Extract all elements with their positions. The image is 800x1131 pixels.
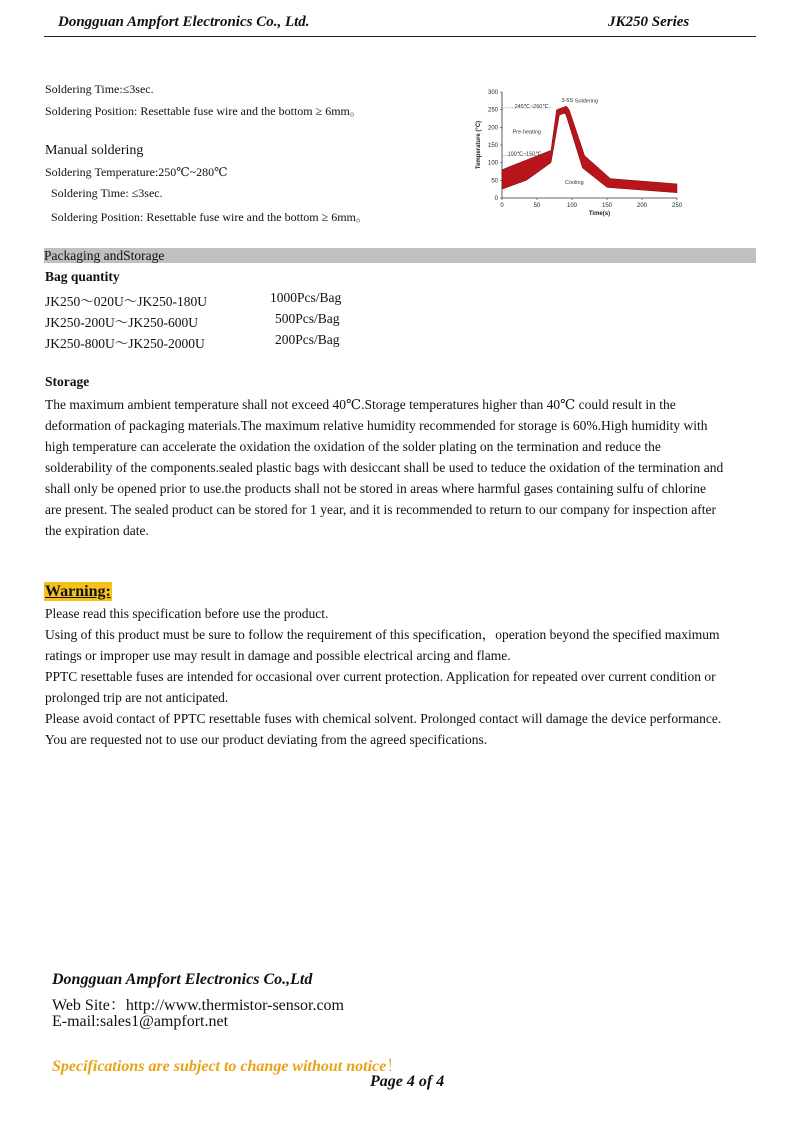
y-tick-label: 300 [487, 90, 498, 96]
storage-line: are present. The sealed product can be stored for 1 year, and it is recommended to return to our company for inspection after [45, 502, 716, 517]
profile-band [502, 103, 677, 193]
warning-line: prolonged trip are not anticipated. [45, 690, 229, 705]
x-tick-label: 0 [500, 203, 504, 209]
chart-annotation: 245℃~260℃ [514, 103, 549, 110]
bag-row-model: JK250～020U～JK250-180U [45, 294, 207, 309]
bag-row-model: JK250-200U～JK250-600U [45, 315, 198, 330]
soldering-profile-chart [470, 84, 690, 224]
footer-website: Web Site：http://www.thermistor-sensor.com [52, 997, 344, 1014]
manual-soldering-temp: Soldering Temperature:250℃~280℃ [45, 165, 228, 179]
storage-paragraph [45, 394, 757, 541]
storage-line: solderability of the components.sealed plastic bags with desiccant shall be used to teduce the oxidation of the termination and [45, 460, 724, 475]
y-tick-label: 250 [487, 107, 498, 114]
warning-line: PPTC resettable fuses are intended for occasional over current protection. Application for repeated over current condition or [45, 669, 716, 684]
chart-annotation: 100℃~150℃ [507, 151, 542, 158]
warning-paragraph [45, 603, 757, 750]
chart-annotation: Cooling [565, 179, 584, 186]
header-series: JK250 Series [608, 14, 690, 30]
page-number: Page 4 of 4 [370, 1073, 445, 1090]
header-company: Dongguan Ampfort Electronics Co., Ltd. [58, 14, 310, 30]
storage-line: the expiration date. [45, 523, 149, 538]
storage-title: Storage [45, 374, 90, 389]
storage-line: shall only be opened prior to use.the products shall not be stored in areas where harmful gases containing sulfu of chlorine [45, 481, 706, 496]
storage-line: The maximum ambient temperature shall not exceed 40℃.Storage temperatures higher than 40℃ could result in the [45, 397, 676, 412]
chart-annotation: Soldering [574, 98, 599, 105]
bag-quantity-title: Bag quantity [45, 269, 120, 284]
packaging-section-bar [44, 248, 756, 263]
manual-soldering-position: Soldering Position: Resettable fuse wire and the bottom ≥ 6mm。 [51, 210, 368, 224]
warning-line: ratings or improper use may result in damage and possible electrical arcing and flame. [45, 648, 511, 663]
soldering-time: Soldering Time:≤3sec. [45, 82, 154, 96]
footer-notice [52, 1053, 402, 1076]
header-divider [44, 36, 756, 37]
warning-line: You are requested not to use our product deviating from the agreed specifications. [45, 732, 488, 747]
warning-title: Warning: [45, 583, 111, 600]
y-tick-label: 100 [487, 160, 498, 167]
footer-email: E-mail:sales1@ampfort.net [52, 1013, 229, 1030]
footer-company: Dongguan Ampfort Electronics Co.,Ltd [52, 971, 313, 988]
manual-soldering-time: Soldering Time: ≤3sec. [51, 186, 163, 200]
x-tick-label: 250 [671, 203, 683, 209]
storage-line: deformation of packaging materials.The maximum relative humidity recommended for storage is 60%.High humidity with [45, 418, 708, 433]
y-tick-label: 50 [491, 178, 498, 185]
y-tick-label: 150 [487, 143, 498, 149]
bag-row-qty: 1000Pcs/Bag [270, 290, 342, 305]
bag-row-qty: 500Pcs/Bag [275, 311, 340, 326]
y-tick-label: 200 [487, 125, 498, 132]
bag-row-model: JK250-800U～JK250-2000U [45, 336, 205, 351]
y-axis-label: Temperature (°C) [476, 120, 482, 170]
soldering-position: Soldering Position: Resettable fuse wire and the bottom ≥ 6mm。 [45, 104, 362, 118]
storage-line: high temperature can accelerate the oxidation the oxidation of the solder plating on the termination and reduce the [45, 439, 661, 454]
x-tick-label: 200 [636, 203, 648, 209]
packaging-section-title: Packaging andStorage [44, 248, 165, 263]
x-tick-label: 50 [533, 203, 541, 209]
x-tick-label: 100 [566, 203, 578, 209]
y-tick-label: 0 [494, 196, 498, 202]
x-axis-label: Time(s) [588, 211, 611, 217]
footer-notice-mark: ！ [386, 1058, 403, 1075]
x-tick-label: 150 [601, 203, 613, 209]
warning-line: Please read this specification before use the product. [45, 606, 329, 621]
chart-annotation: 3-5S [561, 97, 574, 104]
bag-row-qty: 200Pcs/Bag [275, 332, 340, 347]
manual-soldering-title: Manual soldering [45, 143, 144, 158]
chart-annotation: Pre-heating [512, 129, 541, 136]
warning-line: Using of this product must be sure to follow the requirement of this specification，operation beyond the specified maximum [45, 627, 720, 642]
warning-line: Please avoid contact of PPTC resettable fuses with chemical solvent. Prolonged contact will damage the device performance. [45, 711, 722, 726]
footer-notice-text: Specifications are subject to change without notice [52, 1058, 387, 1075]
